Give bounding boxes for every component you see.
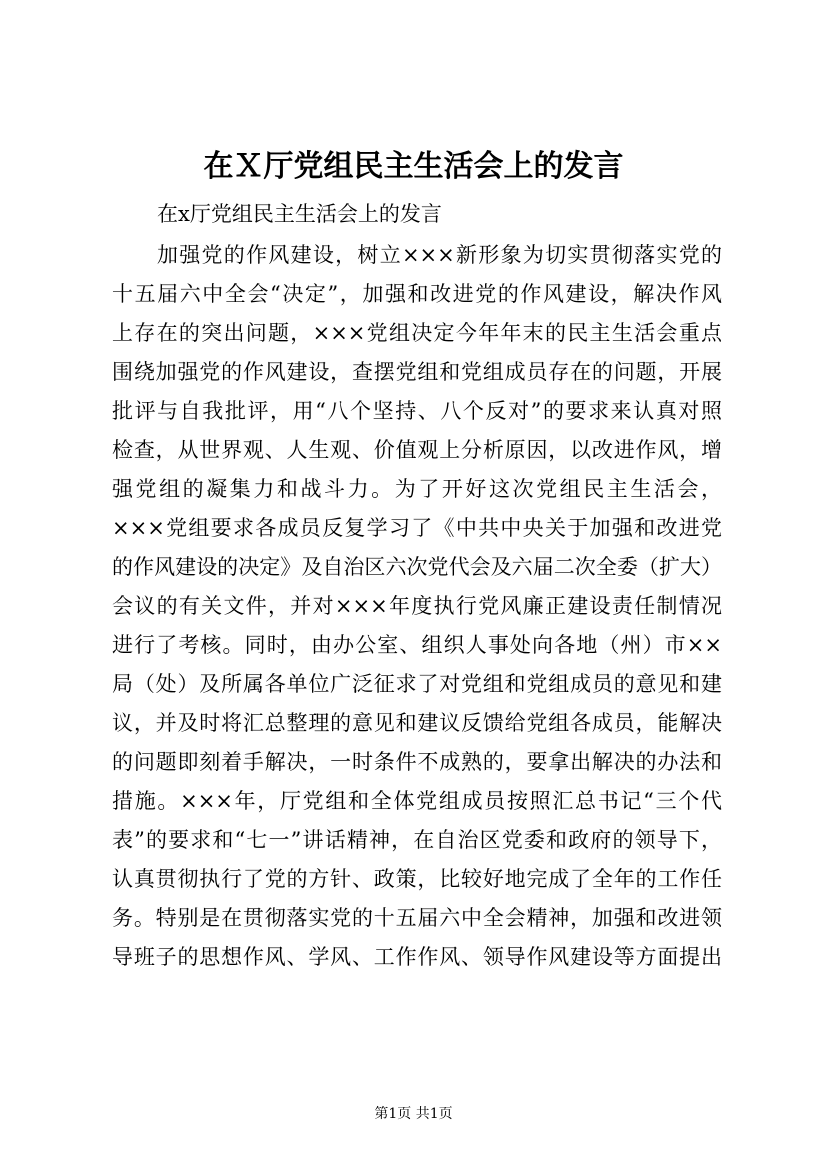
body-line: 认真贯彻执行了党的方针、政策，比较好地完成了全年的工作任 [112,867,722,891]
body-text [112,236,722,977]
body-line: 局（处）及所属各单位广泛征求了对党组和党组成员的意见和建 [112,672,722,696]
body-line: 务。特别是在贯彻落实党的十五届六中全会精神，加强和改进领 [112,906,722,930]
body-line: 检查，从世界观、人生观、价值观上分析原因，以改进作风，增 [112,438,722,462]
body-line: 上存在的突出问题，×××党组决定今年年末的民主生活会重点 [112,321,722,345]
body-line: 十五届六中全会“决定”，加强和改进党的作风建设，解决作风 [112,282,722,306]
document-subtitle: 在x厅党组民主生活会上的发言 [157,202,442,226]
document-title: 在Ｘ厅党组民主生活会上的发言 [203,149,624,184]
page-footer: 第1页 共1页 [374,1106,453,1122]
body-line: 的作风建设的决定》及自治区六次党代会及六届二次全委（扩大） [112,555,722,579]
body-line: 围绕加强党的作风建设，查摆党组和党组成员存在的问题，开展 [112,360,722,384]
body-line: 批评与自我批评，用“八个坚持、八个反对”的要求来认真对照 [112,399,722,423]
body-line: ×××党组要求各成员反复学习了《中共中央关于加强和改进党 [112,516,722,540]
body-line: 议，并及时将汇总整理的意见和建议反馈给党组各成员，能解决 [112,711,722,735]
body-line: 会议的有关文件，并对×××年度执行党风廉正建设责任制情况 [112,594,722,618]
body-line: 措施。×××年，厅党组和全体党组成员按照汇总书记“三个代 [112,789,722,813]
body-line: 强党组的凝集力和战斗力。为了开好这次党组民主生活会， [112,477,722,501]
body-line: 的问题即刻着手解决，一时条件不成熟的，要拿出解决的办法和 [112,750,722,774]
body-line: 加强党的作风建设，树立×××新形象为切实贯彻落实党的 [157,243,722,267]
body-line: 进行了考核。同时，由办公室、组织人事处向各地（州）市×× [112,633,722,657]
body-line: 导班子的思想作风、学风、工作作风、领导作风建设等方面提出 [112,945,722,969]
body-line: 表”的要求和“七一”讲话精神，在自治区党委和政府的领导下， [112,828,722,852]
